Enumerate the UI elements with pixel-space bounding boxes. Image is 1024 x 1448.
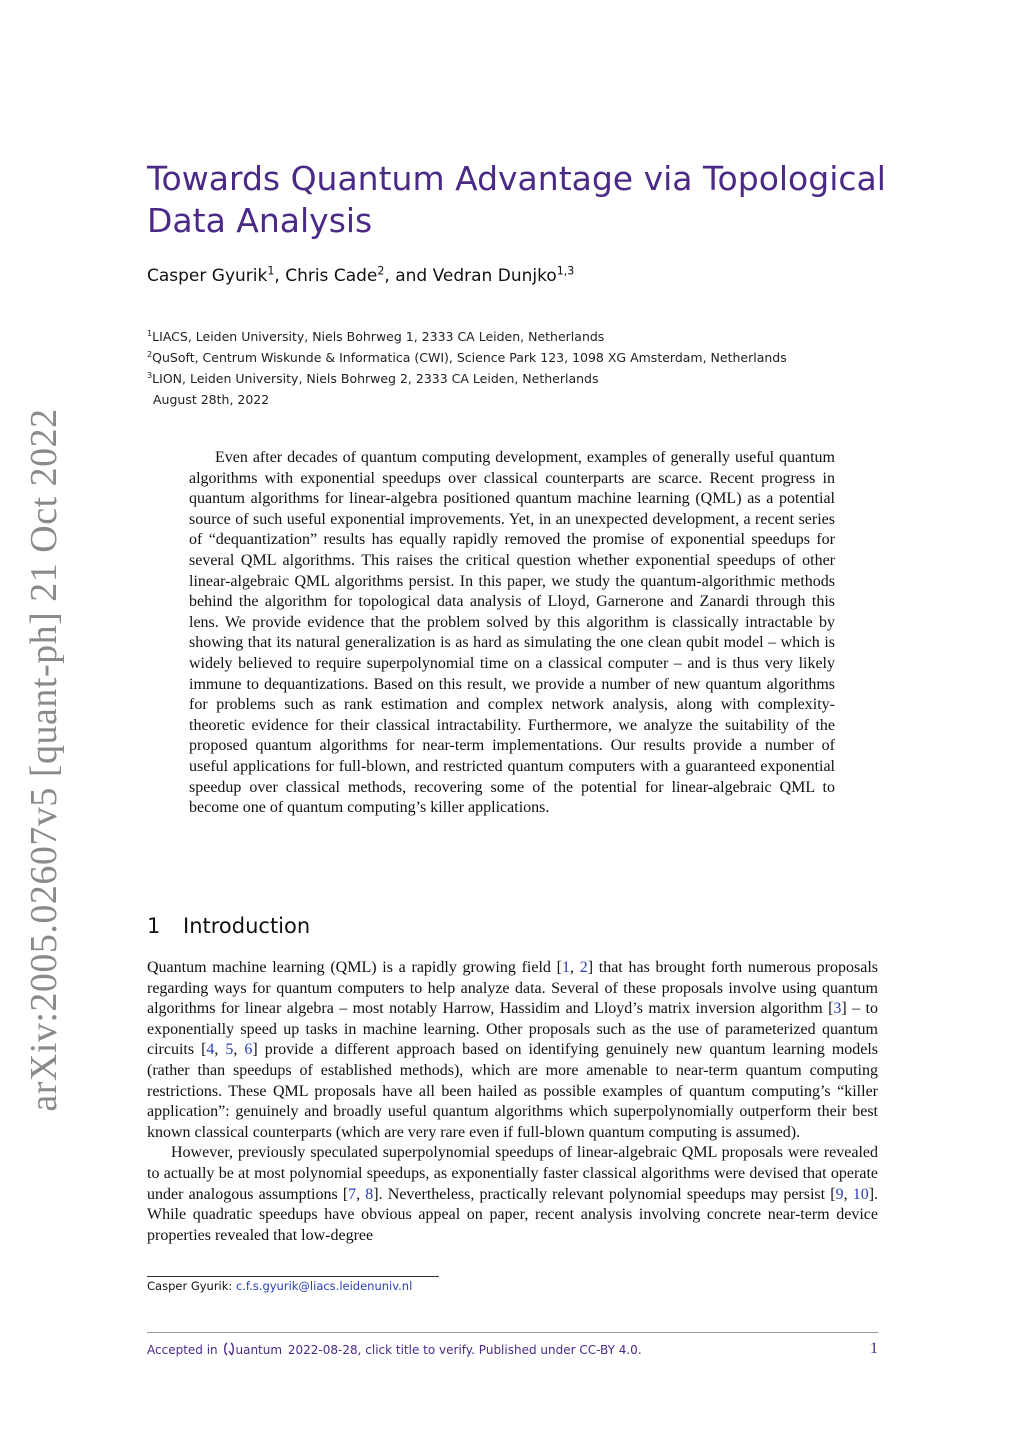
citation-link[interactable]: 3 (833, 1000, 842, 1018)
text-run: However, previously speculated superpolynomial speedups of linear-algebraic QML proposals were revealed to actually be at most polynomial speedups, as exponentially faster classical algorithms were devised that operate under analogous assumptions [ (147, 1144, 878, 1203)
author-email-link[interactable]: c.f.s.gyurik@liacs.leidenuniv.nl (235, 1279, 413, 1293)
acceptance-details: 2022-08-28, click title to verify. Published under CC-BY 4.0. (287, 1343, 642, 1357)
page-footer (147, 1340, 878, 1360)
accepted-in-text: Accepted in (147, 1343, 218, 1357)
quantum-q-icon (223, 1342, 235, 1356)
section-heading (147, 914, 310, 938)
citation-link[interactable]: 4 (206, 1041, 215, 1059)
acceptance-notice[interactable] (147, 1342, 642, 1357)
introduction-body (147, 958, 878, 1246)
text-run: , (843, 1185, 853, 1203)
author-affiliation-mark: 2 (377, 264, 385, 278)
author-list (147, 266, 574, 286)
quantum-logo-text: uantum (235, 1343, 283, 1357)
citation-link[interactable]: 9 (835, 1185, 844, 1203)
footnote (147, 1279, 412, 1293)
citation-link[interactable]: 1 (561, 959, 570, 976)
text-run: ] – to exponentially speed up tasks in machine learning. Other proposals such as the use of parameterized quantum circuits [ (147, 1000, 878, 1059)
author-affiliation-mark: 1 (267, 264, 275, 278)
paragraph (147, 958, 878, 1143)
author-name: Vedran Dunjko (432, 266, 557, 286)
citation-link[interactable]: 8 (365, 1185, 374, 1203)
section-title: Introduction (183, 914, 311, 938)
affiliation-list (147, 326, 787, 410)
affiliation-number: 3 (147, 369, 153, 380)
citation-link[interactable]: 6 (244, 1041, 253, 1059)
affiliation-text: LION, Leiden University, Niels Bohrweg 2, 2333 CA Leiden, Netherlands (152, 371, 599, 386)
affiliation-text: QuSoft, Centrum Wiskunde & Informatica (CWI), Science Park 123, 1098 XG Amsterdam, Netherlands (152, 350, 787, 365)
text-run: Quantum machine learning (QML) is a rapidly growing field [ (147, 959, 562, 976)
affiliation-text: LIACS, Leiden University, Niels Bohrweg 1, 2333 CA Leiden, Netherlands (152, 329, 605, 344)
author-name: Chris Cade (285, 266, 378, 286)
footnote-divider (147, 1276, 439, 1277)
citation-link[interactable]: 10 (852, 1185, 869, 1203)
affiliation-item (147, 326, 787, 347)
citation-link[interactable]: 5 (225, 1041, 234, 1059)
affiliation-number: 1 (147, 327, 153, 338)
citation-link[interactable]: 2 (579, 959, 588, 976)
text-run: , (214, 1041, 226, 1059)
text-run: ] that has brought forth numerous proposals regarding ways for quantum computers to help analyze data. Several of these proposals involve using quantum algorithms for linear algebra – most notably Harrow, Hassidim and Lloyd’s matrix inversion algorithm [ (147, 959, 879, 1018)
author-affiliation-mark: 1,3 (556, 264, 575, 278)
abstract: Even after decades of quantum computing development, examples of generally useful quantum algorithms with exponential speedups over classical counterparts are scarce. Recent progress in quantum algorithms for linear-algebra positioned quantum machine learning (QML) as a potential source of such useful exponential improvements. Yet, in an unexpected development, a recent series of “dequantization” results has equally rapidly removed the promise of exponential speedups for several QML algorithms. This raises the critical question whether exponential speedups of other linear-algebraic QML algorithms persist. In this paper, we study the quantum-algorithmic methods behind the algorithm for topological data analysis of Lloyd, Garnerone and Zanardi through this lens. We provide evidence that the problem solved by this algorithm is classically intractable by showing that its natural generalization is as hard as simulating the one clean qubit model – which is widely believed to require superpolynomial time on a classical computer – and is thus very likely immune to dequantizations. Based on this result, we provide a number of new quantum algorithms for problems such as rank estimation and complex network analysis, along with complexity-theoretic evidence for their classical intractability. Furthermore, we analyze the suitability of the proposed quantum algorithms for near-term implementations. Our results provide a number of useful applications for full-blown, and restricted quantum computers with a guaranteed exponential speedup over classical methods, recovering some of the potential for linear-algebraic QML to become one of quantum computing’s killer applications. (189, 449, 835, 817)
affiliation-item (147, 347, 787, 368)
paper-title[interactable]: Towards Quantum Advantage via Topological Data Analysis (147, 159, 886, 240)
arxiv-identifier-stamp: arXiv:2005.02607v5 [quant-ph] 21 Oct 2022 (23, 408, 65, 1112)
footnote-label: Casper Gyurik: (147, 1279, 236, 1293)
author-separator: , (274, 266, 286, 286)
text-run: ]. While quadratic speedups have obvious appeal on paper, recent analysis involving concrete near-term device properties revealed that low-degree (147, 1185, 879, 1244)
section-number: 1 (147, 914, 161, 938)
author-name: Casper Gyurik (147, 266, 268, 286)
citation-link[interactable]: 7 (348, 1185, 357, 1203)
text-run: , (356, 1185, 366, 1203)
page-number: 1 (870, 1340, 878, 1357)
text-run: , (233, 1041, 245, 1059)
author-separator: , and (384, 266, 433, 286)
quantum-journal-logo (223, 1342, 282, 1357)
affiliation-item (147, 368, 787, 389)
text-run: , (569, 959, 580, 976)
affiliation-number: 2 (147, 348, 153, 359)
footer-divider (147, 1332, 878, 1333)
publication-date: August 28th, 2022 (153, 392, 270, 407)
paragraph (147, 1143, 878, 1246)
text-run: ]. Nevertheless, practically relevant polynomial speedups may persist [ (373, 1185, 836, 1203)
text-run: ] provide a different approach based on identifying genuinely new quantum learning models (rather than speedups of established methods), which are more amenable to near-term quantum computing restrictions. These QML proposals have all been hailed as possible examples of quantum computing’s “killer application”: genuinely and broadly useful quantum algorithms which superpolynomially outperform their best known classical counterparts (which are very rare even if full-blown quantum computing is assumed). (147, 1041, 879, 1141)
